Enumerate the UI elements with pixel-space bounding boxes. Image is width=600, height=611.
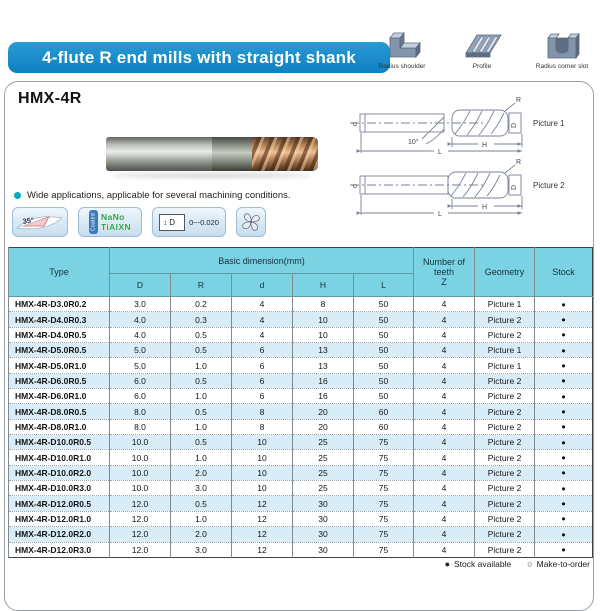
cell-H: 30 bbox=[293, 496, 354, 511]
picture-2-label: Picture 2 bbox=[533, 181, 565, 190]
legend-stock-label: Stock available bbox=[454, 559, 512, 569]
cell-geometry: Picture 1 bbox=[475, 358, 535, 373]
cell-d: 10 bbox=[232, 481, 293, 496]
coated-strip bbox=[89, 210, 98, 234]
cell-stock: ● bbox=[535, 481, 593, 496]
table-row bbox=[9, 373, 593, 388]
cell-geometry: Picture 1 bbox=[475, 297, 535, 312]
table-row bbox=[9, 297, 593, 312]
cell-R: 3.0 bbox=[171, 481, 232, 496]
open-circle-icon: ○ bbox=[527, 559, 533, 569]
cell-Z: 4 bbox=[414, 389, 475, 404]
legend-make-to-order bbox=[527, 559, 590, 569]
cell-geometry: Picture 2 bbox=[475, 389, 535, 404]
dim-l: L bbox=[438, 149, 442, 154]
table-row bbox=[9, 435, 593, 450]
table-body bbox=[9, 297, 593, 558]
cell-D: 4.0 bbox=[110, 327, 171, 342]
cell-stock: ● bbox=[535, 542, 593, 557]
cell-D: 12.0 bbox=[110, 527, 171, 542]
cell-type: HMX-4R-D6.0R1.0 bbox=[9, 389, 110, 404]
cell-geometry: Picture 1 bbox=[475, 343, 535, 358]
cell-R: 0.5 bbox=[171, 496, 232, 511]
cell-Z: 4 bbox=[414, 496, 475, 511]
radius-corner-slot-label: Radius corner slot bbox=[535, 63, 589, 70]
cell-Z: 4 bbox=[414, 511, 475, 526]
cell-L: 75 bbox=[354, 465, 414, 480]
cell-stock: ● bbox=[535, 343, 593, 358]
cell-R: 0.5 bbox=[171, 404, 232, 419]
table-row bbox=[9, 511, 593, 526]
cell-R: 0.3 bbox=[171, 312, 232, 327]
profile-label: Profile bbox=[472, 63, 492, 70]
cell-H: 8 bbox=[293, 297, 354, 312]
cell-H: 30 bbox=[293, 527, 354, 542]
cell-stock: ● bbox=[535, 465, 593, 480]
cell-H: 20 bbox=[293, 419, 354, 434]
cell-d: 10 bbox=[232, 435, 293, 450]
cell-geometry: Picture 2 bbox=[475, 435, 535, 450]
cell-H: 30 bbox=[293, 542, 354, 557]
model-title: HMX-4R bbox=[18, 90, 82, 107]
drawing-picture-1 bbox=[348, 94, 528, 154]
bullet-dot-icon bbox=[14, 192, 21, 199]
cell-geometry: Picture 2 bbox=[475, 373, 535, 388]
cell-Z: 4 bbox=[414, 297, 475, 312]
cell-d: 10 bbox=[232, 450, 293, 465]
application-icons bbox=[369, 26, 595, 70]
dim-h: H bbox=[482, 204, 488, 211]
cell-L: 75 bbox=[354, 450, 414, 465]
cell-D: 10.0 bbox=[110, 435, 171, 450]
col-header-D: D bbox=[110, 274, 171, 297]
cell-L: 50 bbox=[354, 358, 414, 373]
cell-stock: ● bbox=[535, 527, 593, 542]
cell-R: 2.0 bbox=[171, 465, 232, 480]
cell-L: 50 bbox=[354, 343, 414, 358]
banner-title: 4-flute R end mills with straight shank bbox=[42, 47, 356, 67]
cell-L: 75 bbox=[354, 481, 414, 496]
cell-D: 3.0 bbox=[110, 297, 171, 312]
dim-r: R bbox=[516, 97, 522, 104]
cell-geometry: Picture 2 bbox=[475, 542, 535, 557]
cell-D: 10.0 bbox=[110, 450, 171, 465]
cell-Z: 4 bbox=[414, 373, 475, 388]
application-radius-shoulder bbox=[369, 26, 435, 70]
end-mill-diagram-1 bbox=[348, 94, 528, 154]
cell-stock: ● bbox=[535, 435, 593, 450]
cell-D: 12.0 bbox=[110, 511, 171, 526]
cell-L: 75 bbox=[354, 527, 414, 542]
cell-geometry: Picture 2 bbox=[475, 511, 535, 526]
cell-type: HMX-4R-D10.0R3.0 bbox=[9, 481, 110, 496]
helix-angle-value: 35° bbox=[22, 215, 35, 226]
picture-1-label: Picture 1 bbox=[533, 119, 565, 128]
cell-L: 60 bbox=[354, 419, 414, 434]
cell-type: HMX-4R-D12.0R3.0 bbox=[9, 542, 110, 557]
cell-geometry: Picture 2 bbox=[475, 419, 535, 434]
cell-type: HMX-4R-D10.0R2.0 bbox=[9, 465, 110, 480]
cell-type: HMX-4R-D12.0R0.5 bbox=[9, 496, 110, 511]
cell-R: 1.0 bbox=[171, 389, 232, 404]
dim-h: H bbox=[482, 142, 488, 149]
col-header-L: L bbox=[354, 274, 414, 297]
cell-type: HMX-4R-D8.0R0.5 bbox=[9, 404, 110, 419]
cell-type: HMX-4R-D8.0R1.0 bbox=[9, 419, 110, 434]
table-row bbox=[9, 542, 593, 557]
table-row bbox=[9, 419, 593, 434]
end-mill-diagram-2 bbox=[348, 156, 528, 216]
cell-R: 2.0 bbox=[171, 527, 232, 542]
cell-R: 1.0 bbox=[171, 419, 232, 434]
coating-line1: NaNo bbox=[100, 212, 125, 222]
cell-H: 16 bbox=[293, 373, 354, 388]
coating-line2: TiAlXN bbox=[100, 222, 132, 232]
cell-H: 25 bbox=[293, 465, 354, 480]
col-header-geometry: Geometry bbox=[475, 248, 535, 297]
end-mill-shadow bbox=[112, 173, 312, 178]
stock-legend bbox=[445, 559, 590, 569]
spec-table bbox=[8, 247, 593, 558]
cell-D: 8.0 bbox=[110, 404, 171, 419]
cell-geometry: Picture 2 bbox=[475, 527, 535, 542]
cell-stock: ● bbox=[535, 450, 593, 465]
cell-geometry: Picture 2 bbox=[475, 450, 535, 465]
end-mill-neck bbox=[212, 137, 252, 171]
tolerance-d-box bbox=[159, 214, 185, 231]
cell-D: 12.0 bbox=[110, 542, 171, 557]
cell-Z: 4 bbox=[414, 481, 475, 496]
table-row bbox=[9, 343, 593, 358]
teeth-sub-label: Z bbox=[441, 277, 447, 287]
cell-d: 6 bbox=[232, 389, 293, 404]
product-photo bbox=[106, 137, 318, 181]
cell-type: HMX-4R-D6.0R0.5 bbox=[9, 373, 110, 388]
cell-geometry: Picture 2 bbox=[475, 481, 535, 496]
badge-tolerance bbox=[152, 207, 226, 237]
cell-R: 0.5 bbox=[171, 435, 232, 450]
helix-angle-icon bbox=[15, 210, 65, 234]
col-header-basic-dimension: Basic dimension(mm) bbox=[110, 248, 414, 274]
cell-H: 25 bbox=[293, 481, 354, 496]
cell-d: 10 bbox=[232, 465, 293, 480]
cell-geometry: Picture 2 bbox=[475, 496, 535, 511]
cell-d: 12 bbox=[232, 511, 293, 526]
cell-H: 16 bbox=[293, 389, 354, 404]
table-row bbox=[9, 358, 593, 373]
cell-stock: ● bbox=[535, 327, 593, 342]
cell-d: 4 bbox=[232, 312, 293, 327]
end-mill-shank bbox=[106, 137, 212, 171]
cell-D: 12.0 bbox=[110, 496, 171, 511]
cell-D: 10.0 bbox=[110, 465, 171, 480]
tolerance-value: 0~-0.020 bbox=[189, 217, 219, 227]
cell-type: HMX-4R-D12.0R2.0 bbox=[9, 527, 110, 542]
cell-geometry: Picture 2 bbox=[475, 312, 535, 327]
col-header-R: R bbox=[171, 274, 232, 297]
cell-d: 12 bbox=[232, 496, 293, 511]
radius-shoulder-icon bbox=[380, 26, 424, 62]
table-row bbox=[9, 465, 593, 480]
cell-R: 0.5 bbox=[171, 343, 232, 358]
cell-D: 10.0 bbox=[110, 481, 171, 496]
cell-D: 5.0 bbox=[110, 343, 171, 358]
badge-flute-cross-section bbox=[236, 207, 266, 237]
cell-D: 4.0 bbox=[110, 312, 171, 327]
dim-l: L bbox=[438, 211, 442, 216]
cell-D: 5.0 bbox=[110, 358, 171, 373]
cell-D: 6.0 bbox=[110, 389, 171, 404]
cell-L: 50 bbox=[354, 297, 414, 312]
cell-stock: ● bbox=[535, 297, 593, 312]
cell-H: 10 bbox=[293, 327, 354, 342]
legend-order-label: Make-to-order bbox=[536, 559, 590, 569]
drawing-picture-2 bbox=[348, 156, 528, 216]
col-header-type: Type bbox=[9, 248, 110, 297]
dim-angle: 10° bbox=[408, 139, 419, 146]
profile-icon bbox=[460, 26, 504, 62]
cell-d: 6 bbox=[232, 373, 293, 388]
filled-dot-icon: ● bbox=[444, 559, 450, 569]
cell-d: 6 bbox=[232, 358, 293, 373]
cell-H: 13 bbox=[293, 358, 354, 373]
cell-type: HMX-4R-D10.0R1.0 bbox=[9, 450, 110, 465]
cell-d: 12 bbox=[232, 542, 293, 557]
cell-H: 25 bbox=[293, 435, 354, 450]
cell-D: 8.0 bbox=[110, 419, 171, 434]
table-row bbox=[9, 312, 593, 327]
cell-H: 30 bbox=[293, 511, 354, 526]
feature-text: Wide applications, applicable for several machining conditions. bbox=[27, 190, 291, 201]
cell-Z: 4 bbox=[414, 542, 475, 557]
cell-Z: 4 bbox=[414, 327, 475, 342]
cell-geometry: Picture 2 bbox=[475, 327, 535, 342]
cell-Z: 4 bbox=[414, 419, 475, 434]
teeth-label: Number of teeth bbox=[423, 257, 466, 277]
feature-bullet bbox=[14, 190, 291, 201]
cell-H: 13 bbox=[293, 343, 354, 358]
cell-stock: ● bbox=[535, 496, 593, 511]
table-row bbox=[9, 404, 593, 419]
cell-L: 75 bbox=[354, 496, 414, 511]
cell-Z: 4 bbox=[414, 435, 475, 450]
dim-r: R bbox=[516, 159, 522, 166]
cell-Z: 4 bbox=[414, 343, 475, 358]
cell-R: 0.5 bbox=[171, 373, 232, 388]
page-banner bbox=[8, 42, 390, 73]
cell-d: 4 bbox=[232, 327, 293, 342]
end-mill-image bbox=[106, 137, 318, 171]
table-row bbox=[9, 389, 593, 404]
coated-label: Coated bbox=[90, 213, 97, 231]
cell-stock: ● bbox=[535, 511, 593, 526]
cell-L: 50 bbox=[354, 373, 414, 388]
coating-name bbox=[101, 212, 131, 232]
legend-stock-available bbox=[445, 559, 512, 569]
cell-H: 20 bbox=[293, 404, 354, 419]
cell-type: HMX-4R-D4.0R0.3 bbox=[9, 312, 110, 327]
cell-L: 50 bbox=[354, 312, 414, 327]
cell-type: HMX-4R-D10.0R0.5 bbox=[9, 435, 110, 450]
cell-type: HMX-4R-D4.0R0.5 bbox=[9, 327, 110, 342]
tolerance-arrow-icon: ↕ bbox=[163, 217, 168, 227]
cell-d: 12 bbox=[232, 527, 293, 542]
spec-table-wrap bbox=[8, 247, 593, 558]
cell-R: 3.0 bbox=[171, 542, 232, 557]
radius-shoulder-label: Radius shoulder bbox=[378, 63, 426, 70]
dim-d-small: d bbox=[352, 184, 359, 188]
cell-d: 8 bbox=[232, 419, 293, 434]
cell-R: 0.5 bbox=[171, 327, 232, 342]
cell-Z: 4 bbox=[414, 312, 475, 327]
cell-R: 0.2 bbox=[171, 297, 232, 312]
cell-type: HMX-4R-D3.0R0.2 bbox=[9, 297, 110, 312]
cell-type: HMX-4R-D5.0R1.0 bbox=[9, 358, 110, 373]
cell-R: 1.0 bbox=[171, 511, 232, 526]
cell-R: 1.0 bbox=[171, 358, 232, 373]
cell-geometry: Picture 2 bbox=[475, 404, 535, 419]
application-radius-corner-slot bbox=[529, 26, 595, 70]
cell-d: 4 bbox=[232, 297, 293, 312]
cell-stock: ● bbox=[535, 312, 593, 327]
cell-Z: 4 bbox=[414, 358, 475, 373]
radius-corner-slot-icon bbox=[540, 26, 584, 62]
end-mill-flutes bbox=[252, 137, 318, 171]
dim-d-small: d bbox=[352, 122, 359, 126]
cell-R: 1.0 bbox=[171, 450, 232, 465]
tolerance-symbol: D bbox=[169, 217, 175, 227]
col-header-teeth bbox=[414, 248, 475, 297]
cell-geometry: Picture 2 bbox=[475, 465, 535, 480]
cell-L: 50 bbox=[354, 327, 414, 342]
table-row bbox=[9, 327, 593, 342]
cell-d: 8 bbox=[232, 404, 293, 419]
cell-L: 75 bbox=[354, 435, 414, 450]
flute-cross-section-icon bbox=[240, 211, 262, 233]
cell-type: HMX-4R-D12.0R1.0 bbox=[9, 511, 110, 526]
cell-d: 6 bbox=[232, 343, 293, 358]
cell-type: HMX-4R-D5.0R0.5 bbox=[9, 343, 110, 358]
dim-d-big: D bbox=[511, 122, 518, 128]
dim-d-big: D bbox=[511, 184, 518, 190]
table-row bbox=[9, 481, 593, 496]
cell-L: 75 bbox=[354, 542, 414, 557]
col-header-d: d bbox=[232, 274, 293, 297]
table-row bbox=[9, 450, 593, 465]
table-row bbox=[9, 527, 593, 542]
application-profile bbox=[449, 26, 515, 70]
cell-H: 10 bbox=[293, 312, 354, 327]
col-header-stock: Stock bbox=[535, 248, 593, 297]
cell-Z: 4 bbox=[414, 450, 475, 465]
cell-L: 75 bbox=[354, 511, 414, 526]
cell-stock: ● bbox=[535, 373, 593, 388]
cell-D: 6.0 bbox=[110, 373, 171, 388]
cell-Z: 4 bbox=[414, 404, 475, 419]
cell-stock: ● bbox=[535, 404, 593, 419]
table-row bbox=[9, 496, 593, 511]
cell-stock: ● bbox=[535, 358, 593, 373]
cell-L: 50 bbox=[354, 389, 414, 404]
cell-Z: 4 bbox=[414, 527, 475, 542]
cell-Z: 4 bbox=[414, 465, 475, 480]
col-header-H: H bbox=[293, 274, 354, 297]
cell-stock: ● bbox=[535, 419, 593, 434]
badge-coating bbox=[78, 207, 142, 237]
badge-helix-angle bbox=[12, 207, 68, 237]
cell-L: 60 bbox=[354, 404, 414, 419]
cell-H: 25 bbox=[293, 450, 354, 465]
cell-stock: ● bbox=[535, 389, 593, 404]
